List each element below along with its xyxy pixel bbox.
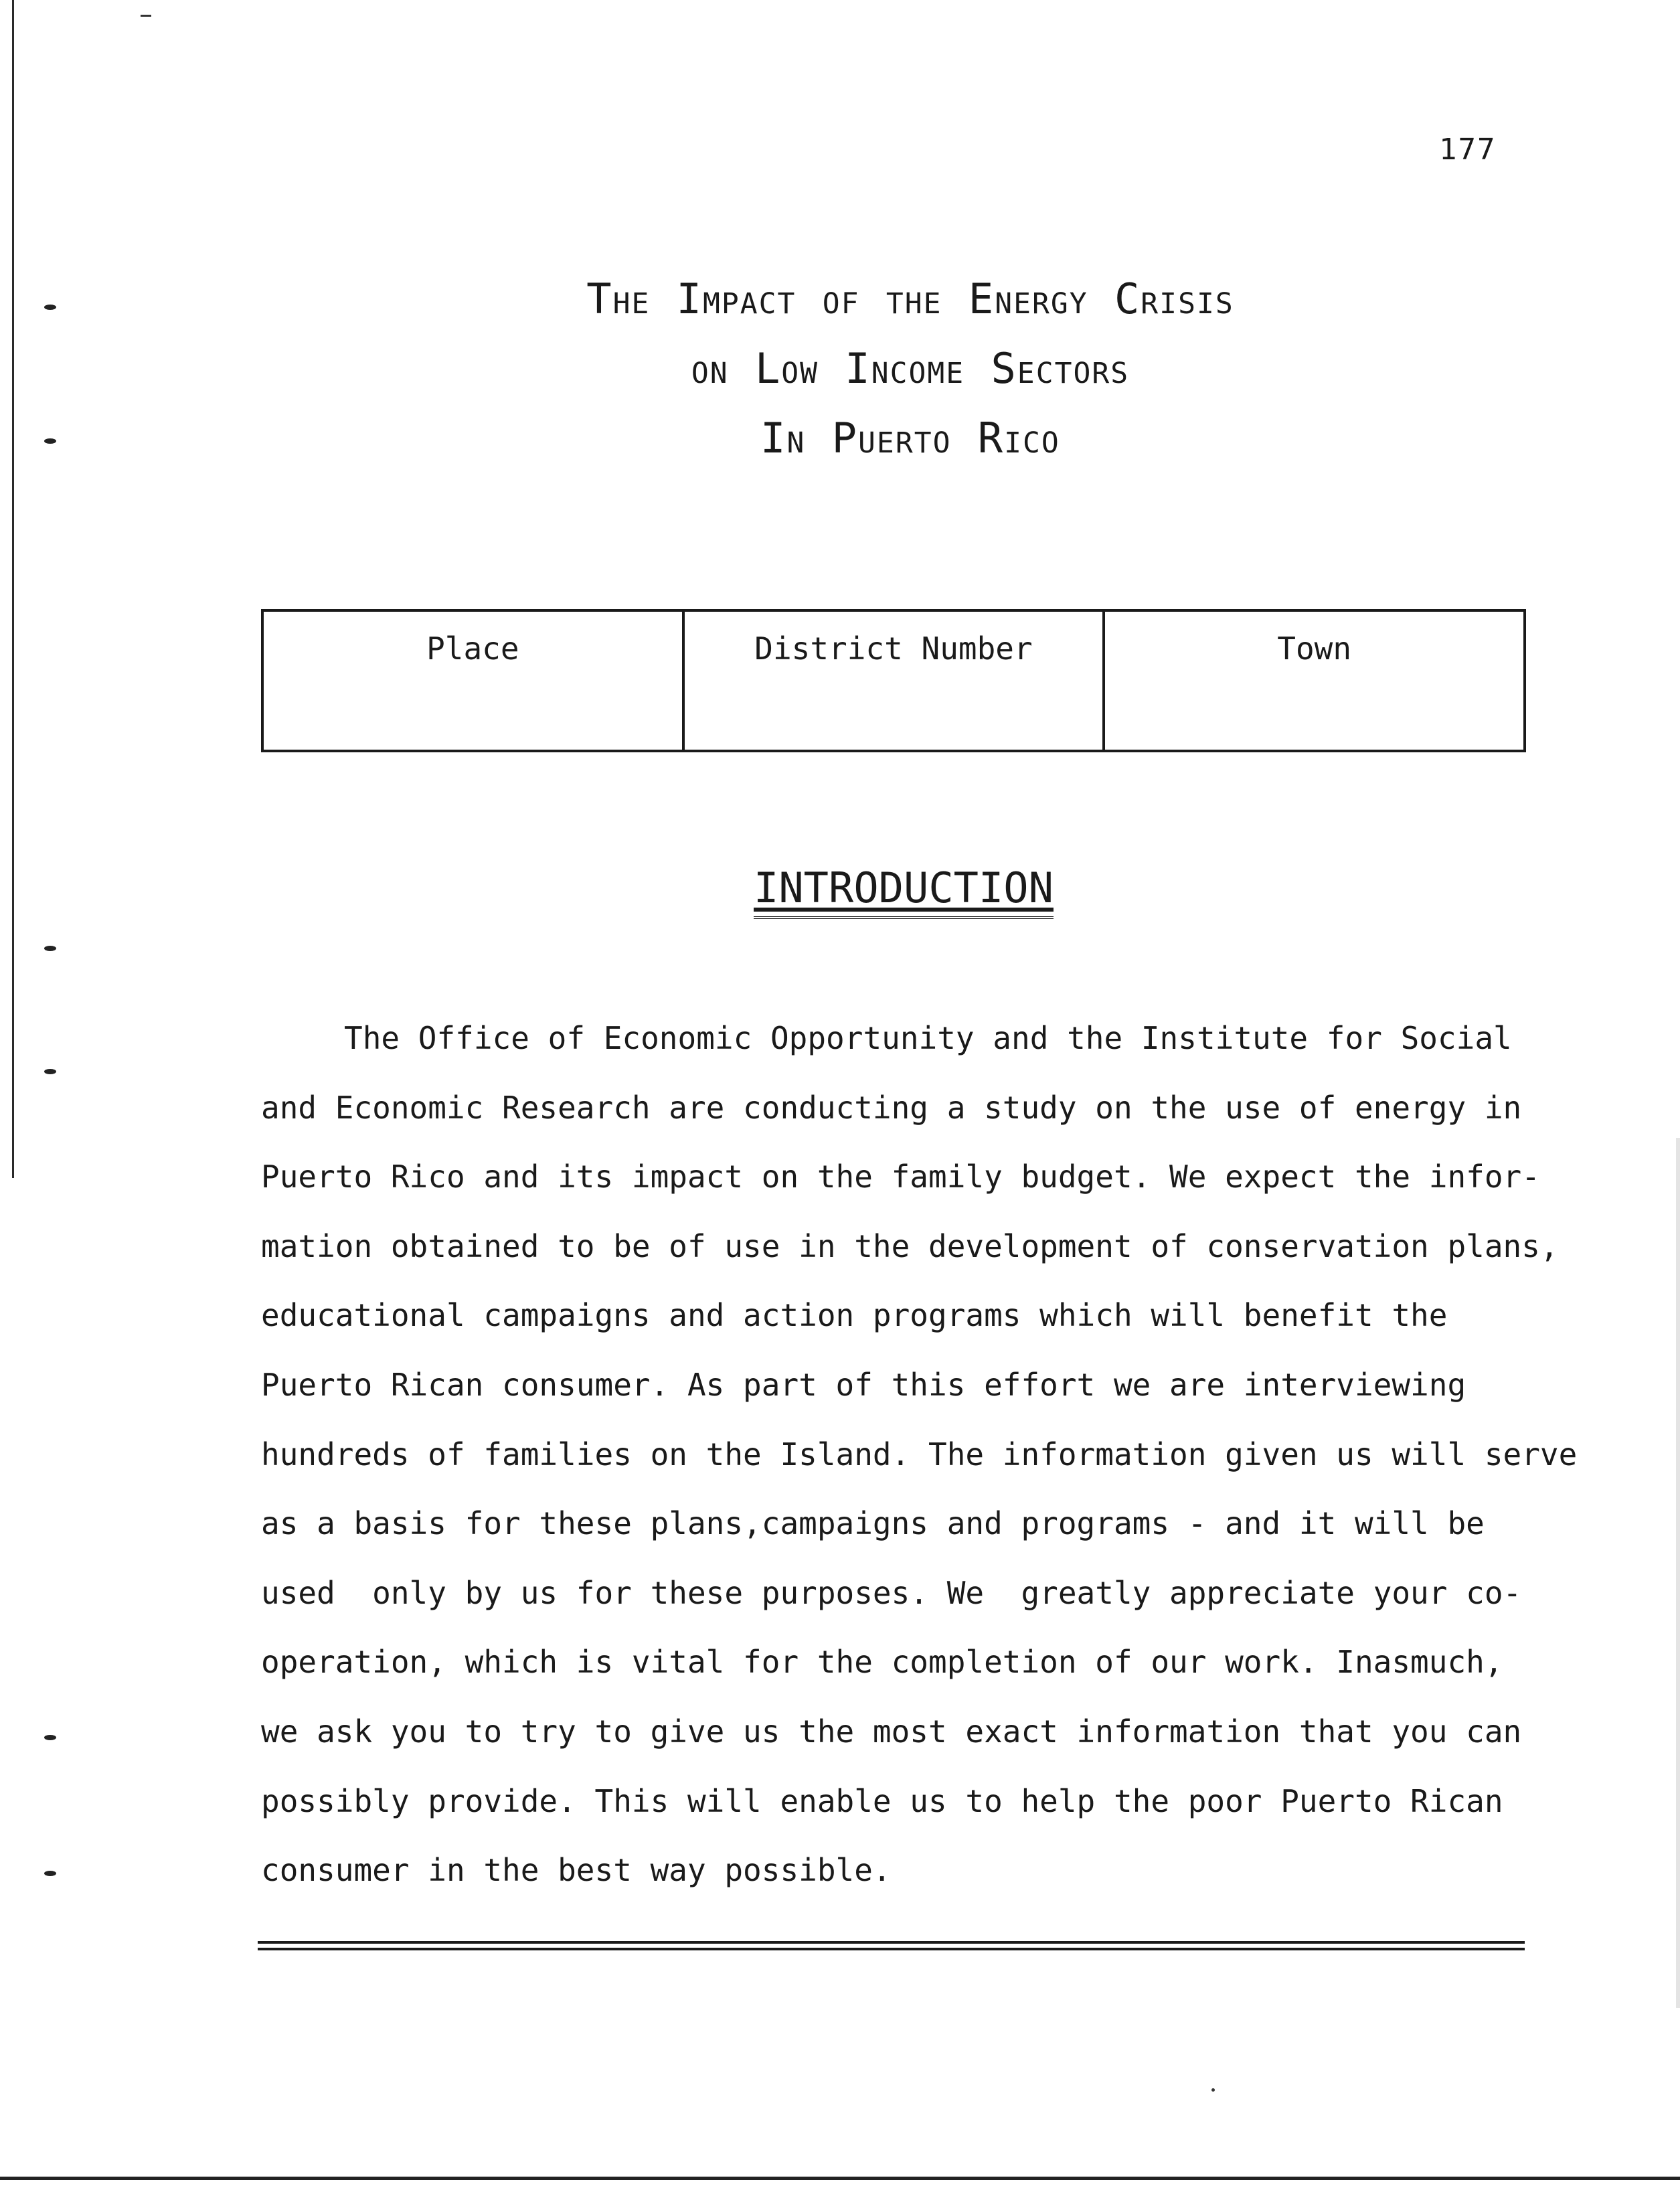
punch-mark — [44, 1871, 56, 1876]
paragraph-line: hundreds of families on the Island. The information given us will serve — [261, 1436, 1578, 1472]
table-row — [262, 610, 1525, 751]
scan-speck — [1211, 2088, 1215, 2092]
paragraph-line: and Economic Research are conducting a study on the use of energy in — [261, 1089, 1522, 1126]
paragraph-line: used only by us for these purposes. We greatly appreciate your co- — [261, 1574, 1522, 1611]
punch-mark — [44, 305, 56, 310]
paragraph-line: mation obtained to be of use in the development of conservation plans, — [261, 1228, 1559, 1264]
town-field[interactable] — [1104, 610, 1525, 751]
introduction-heading — [602, 863, 1205, 919]
paragraph-line: educational campaigns and action programs which will benefit the — [261, 1297, 1448, 1334]
paragraph-line: consumer in the best way possible. — [261, 1852, 892, 1889]
district-number-label: District Number — [754, 630, 1033, 667]
punch-mark — [44, 946, 56, 951]
place-field[interactable] — [262, 610, 683, 751]
scan-bottom-edge — [0, 2177, 1680, 2180]
paragraph-line: as a basis for these plans,campaigns and programs - and it will be — [261, 1505, 1485, 1542]
paragraph-line: possibly provide. This will enable us to help the poor Puerto Rican — [261, 1782, 1503, 1819]
district-number-field[interactable] — [683, 610, 1104, 751]
punch-mark — [44, 1069, 56, 1074]
paragraph-line: operation, which is vital for the completion of our work. Inasmuch, — [261, 1644, 1503, 1681]
introduction-heading-text: INTRODUCTION — [754, 863, 1054, 919]
paragraph-line: Puerto Rico and its impact on the family budget. We expect the infor- — [261, 1159, 1540, 1195]
document-title — [402, 264, 1419, 473]
town-label: Town — [1277, 630, 1352, 667]
paragraph-line: The Office of Economic Opportunity and the Institute for Social — [344, 1020, 1512, 1056]
page-number: 177 — [1439, 133, 1497, 167]
introduction-paragraph — [261, 1004, 1578, 1906]
title-line: In Puerto Rico — [760, 414, 1060, 462]
place-label: Place — [426, 630, 519, 667]
location-form-table — [261, 609, 1526, 752]
scan-mark — [141, 15, 151, 17]
title-line: on Low Income Sectors — [691, 344, 1130, 393]
punch-mark — [44, 1735, 56, 1740]
paragraph-line: Puerto Rican consumer. As part of this effort we are interviewing — [261, 1366, 1466, 1403]
title-line: The Impact of the Energy Crisis — [586, 274, 1234, 323]
scan-right-shadow — [1676, 1138, 1680, 2008]
punch-mark — [44, 438, 56, 444]
paragraph-line: we ask you to try to give us the most exact information that you can — [261, 1713, 1522, 1750]
section-divider — [258, 1941, 1525, 1950]
scan-left-edge — [12, 0, 14, 1178]
